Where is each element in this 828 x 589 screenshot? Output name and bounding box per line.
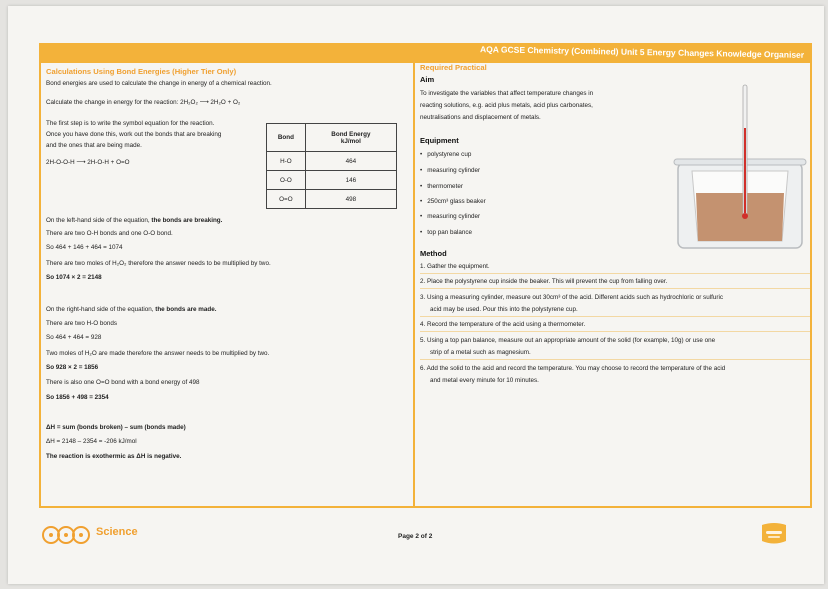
thermometer-mercury — [744, 128, 746, 213]
step-number: 2. — [420, 278, 426, 285]
table-row — [267, 171, 397, 190]
bond-energy-table — [266, 123, 397, 209]
footer-brand: Science — [96, 526, 138, 538]
thermometer-bulb — [742, 213, 748, 219]
method-step-4 — [420, 321, 585, 329]
delta-h-calculation: ΔH = 2148 – 2354 = -206 kJ/mol — [46, 438, 137, 445]
lhs-heading — [46, 217, 222, 225]
table-header-energy-line2: kJ/mol — [340, 137, 361, 145]
equipment-item: • 250cm³ glass beaker — [420, 198, 486, 206]
table-header-energy — [305, 124, 396, 152]
rhs-line-1: There are two H-O bonds — [46, 320, 118, 327]
rhs-line-4: So 928 × 2 = 1856 — [46, 364, 99, 371]
step-text: Using a top pan balance, measure out an appropriate amount of the solid (for example, 10g) or use one — [427, 337, 716, 344]
step-text-3: and the ones that are being made. — [46, 142, 142, 149]
header-bar — [41, 45, 810, 63]
step-divider — [420, 273, 810, 274]
lhs-heading-emphasis: the bonds are breaking. — [151, 217, 223, 224]
equipment-item: • measuring cylinder — [420, 167, 480, 175]
method-label: Method — [420, 249, 447, 258]
lhs-line-1: There are two O-H bonds and one O-O bond. — [46, 230, 173, 237]
aim-label: Aim — [420, 75, 435, 84]
method-step-6-cont: and metal every minute for 10 minutes. — [430, 377, 539, 384]
table-row — [267, 190, 397, 209]
step-text: Place the polystyrene cup inside the beaker. This will prevent the cup from falling over. — [427, 278, 668, 285]
delta-h-formula: ΔH = sum (bonds broken) – sum (bonds made) — [46, 424, 186, 431]
twinkl-badge-icon — [758, 522, 790, 546]
method-step-3 — [420, 294, 723, 302]
lhs-result: So 1074 × 2 = 2148 — [46, 274, 102, 281]
table-header-energy-line1: Bond Energy — [331, 130, 371, 138]
method-step-5-cont: strip of a metal such as magnesium. — [430, 349, 531, 356]
table-cell-bond: O=O — [267, 190, 306, 209]
method-step-5 — [420, 337, 715, 345]
table-cell-bond: O-O — [267, 171, 306, 190]
equipment-item: • top pan balance — [420, 229, 472, 237]
exothermic-conclusion: The reaction is exothermic as ΔH is negative. — [46, 453, 182, 460]
aim-line-3: neutralisations and displacement of metals. — [420, 114, 541, 121]
method-step-3-cont: acid may be used. Pour this into the polystyrene cup. — [430, 306, 578, 313]
step-text: Add the solid to the acid and record the temperature. You may choose to record the temperature of the acid — [426, 365, 726, 372]
step-number: 5. — [420, 337, 426, 344]
step-number: 3. — [420, 294, 426, 301]
symbol-equation: 2H-O-O-H ⟶ 2H-O-H + O=O — [46, 159, 130, 166]
equipment-item: • polystyrene cup — [420, 151, 471, 159]
equipment-label: Equipment — [420, 136, 459, 145]
step-text-2: Once you have done this, work out the bonds that are breaking — [46, 131, 222, 138]
rhs-line-3: Two moles of H₂O are made therefore the answer needs to be multiplied by two. — [46, 350, 270, 357]
page-title: AQA GCSE Chemistry (Combined) Unit 5 Energy Changes Knowledge Organiser — [479, 44, 805, 60]
equipment-item: • thermometer — [420, 183, 463, 191]
rhs-heading-emphasis: the bonds are made. — [155, 306, 217, 313]
step-text: Using a measuring cylinder, measure out 30cm³ of the acid. Different acids such as hydrochloric or sulfuric — [427, 294, 723, 301]
table-header-row — [267, 124, 397, 152]
step-text: Gather the equipment. — [427, 263, 490, 270]
lhs-line-2: So 464 + 146 + 464 = 1074 — [46, 244, 123, 251]
rhs-line-2: So 464 + 464 = 928 — [46, 334, 102, 341]
step-number: 4. — [420, 321, 426, 328]
rhs-result: So 1856 + 498 = 2354 — [46, 394, 109, 401]
intro-text: Bond energies are used to calculate the change in energy of a chemical reaction. — [46, 80, 272, 87]
aim-line-1: To investigate the variables that affect temperature changes in — [420, 90, 594, 97]
lhs-line-3: There are two moles of H₂O₂ therefore the answer needs to be multiplied by two. — [46, 260, 271, 267]
step-text: Record the temperature of the acid using a thermometer. — [427, 321, 586, 328]
lhs-heading-text: On the left-hand side of the equation, — [46, 217, 152, 224]
step-divider — [420, 331, 810, 332]
task-text: Calculate the change in energy for the reaction: 2H₂O₂ ⟶ 2H₂O + O₂ — [46, 99, 241, 106]
aim-line-2: reacting solutions, e.g. acid plus metals, acid plus carbonates, — [420, 102, 593, 109]
rhs-line-5: There is also one O=O bond with a bond energy of 498 — [46, 379, 200, 386]
table-cell-energy: 146 — [305, 171, 396, 190]
rhs-heading-text: On the right-hand side of the equation, — [46, 306, 156, 313]
step-number: 6. — [420, 365, 426, 372]
section-title-bond-energies: Calculations Using Bond Energies (Higher Tier Only) — [46, 67, 237, 76]
step-divider — [420, 316, 810, 317]
method-step-2 — [420, 278, 667, 286]
step-text-1: The first step is to write the symbol equation for the reaction. — [46, 120, 215, 127]
required-practical-section — [415, 63, 812, 508]
step-divider — [420, 288, 810, 289]
bond-energies-section — [41, 63, 413, 508]
table-cell-energy: 498 — [305, 190, 396, 209]
equipment-item: • measuring cylinder — [420, 213, 480, 221]
science-logo-icon — [40, 524, 92, 546]
rhs-heading — [46, 306, 216, 314]
step-divider — [420, 359, 810, 360]
step-number: 1. — [420, 263, 426, 270]
table-row — [267, 152, 397, 171]
method-step-6 — [420, 365, 725, 373]
section-title-required-practical: Required Practical — [420, 63, 487, 72]
knowledge-organiser-panel — [39, 43, 812, 508]
page-number: Page 2 of 2 — [398, 533, 433, 540]
beaker-rim — [674, 159, 806, 165]
table-cell-energy: 464 — [305, 152, 396, 171]
table-header-bond: Bond — [267, 124, 306, 152]
method-step-1 — [420, 263, 490, 271]
calorimeter-illustration — [670, 83, 810, 253]
acid-liquid — [696, 193, 784, 241]
table-cell-bond: H-O — [267, 152, 306, 171]
